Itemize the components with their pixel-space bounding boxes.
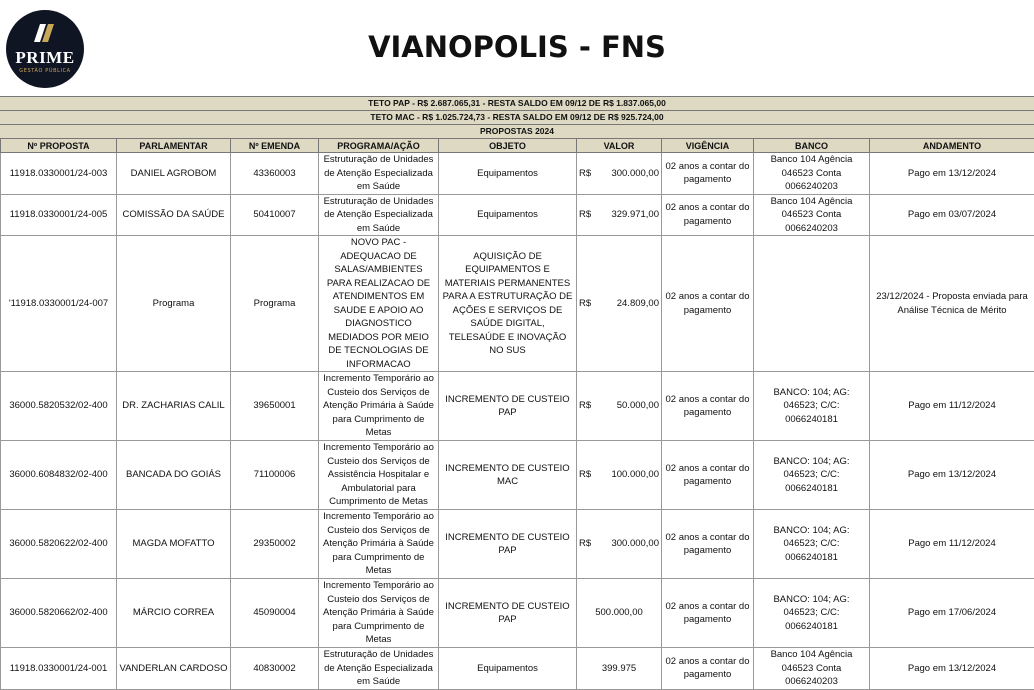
cell-banco: BANCO: 104; AG: 046523; C/C: 0066240181 [754,510,870,579]
cell-vigencia: 02 anos a contar do pagamento [662,236,754,372]
cell-vigencia: 02 anos a contar do pagamento [662,648,754,690]
valor-amount: 100.000,00 [611,468,659,482]
cell-valor [577,194,662,236]
cell-programa: Estruturação de Unidades de Atenção Especializada em Saúde [319,648,439,690]
col-header: VALOR [577,139,662,153]
currency-symbol: R$ [579,537,591,551]
cell-valor [577,372,662,441]
cell-programa: Incremento Temporário ao Custeio dos Serviços de Atenção Primária à Saúde para Cumprimento de Metas [319,579,439,648]
cell-parlamentar: VANDERLAN CARDOSO [117,648,231,690]
valor-amount: 500.000,00 [595,607,643,618]
valor-amount: 329.971,00 [611,208,659,222]
cell-banco: Banco 104 Agência 046523 Conta 0066240203 [754,153,870,195]
col-header: BANCO [754,139,870,153]
cell-emenda: 50410007 [231,194,319,236]
cell-objeto: INCREMENTO DE CUSTEIO PAP [439,372,577,441]
propostas-banner: PROPOSTAS 2024 [0,124,1034,138]
cell-emenda: 39650001 [231,372,319,441]
cell-andamento: 23/12/2024 - Proposta enviada para Análise Técnica de Mérito [870,236,1034,372]
table-row [1,194,1034,236]
col-header: OBJETO [439,139,577,153]
cell-proposta: '11918.0330001/24-007 [1,236,117,372]
cell-programa: Incremento Temporário ao Custeio dos Serviços de Atenção Primária à Saúde para Cumprimento de Metas [319,510,439,579]
cell-andamento: Pago em 11/12/2024 [870,510,1034,579]
cell-programa: Incremento Temporário ao Custeio dos Serviços de Atenção Primária à Saúde para Cumprimento de Metas [319,372,439,441]
cell-emenda: 40830002 [231,648,319,690]
cell-objeto: Equipamentos [439,648,577,690]
valor-amount: 50.000,00 [617,399,659,413]
col-header: Nº EMENDA [231,139,319,153]
table-row [1,236,1034,372]
cell-proposta: 11918.0330001/24-001 [1,648,117,690]
cell-programa: Estruturação de Unidades de Atenção Especializada em Saúde [319,194,439,236]
cell-andamento: Pago em 03/07/2024 [870,194,1034,236]
cell-vigencia: 02 anos a contar do pagamento [662,194,754,236]
cell-andamento: Pago em 11/12/2024 [870,372,1034,441]
cell-objeto: INCREMENTO DE CUSTEIO PAP [439,510,577,579]
currency-symbol: R$ [579,167,591,181]
cell-parlamentar: DANIEL AGROBOM [117,153,231,195]
cell-andamento: Pago em 13/12/2024 [870,153,1034,195]
valor-amount: 300.000,00 [611,167,659,181]
cell-banco [754,236,870,372]
cell-programa: Incremento Temporário ao Custeio dos Serviços de Assistência Hospitalar e Ambulatorial para Cumprimento de Metas [319,441,439,510]
cell-vigencia: 02 anos a contar do pagamento [662,153,754,195]
col-header: ANDAMENTO [870,139,1034,153]
table-row [1,648,1034,690]
cell-objeto: AQUISIÇÃO DE EQUIPAMENTOS E MATERIAIS PERMANENTES PARA A ESTRUTURAÇÃO DE AÇÕES E SERVIÇOS DE SAÚDE DIGITAL, TELESAÚDE E INOVAÇÃO NO SUS [439,236,577,372]
currency-symbol: R$ [579,208,591,222]
cell-parlamentar: Programa [117,236,231,372]
cell-valor [577,510,662,579]
cell-valor [577,236,662,372]
cell-proposta: 36000.5820532/02-400 [1,372,117,441]
col-header: Nº PROPOSTA [1,139,117,153]
cell-objeto: Equipamentos [439,194,577,236]
cell-banco: BANCO: 104; AG: 046523; C/C: 0066240181 [754,372,870,441]
cell-valor [577,648,662,690]
valor-amount: 300.000,00 [611,537,659,551]
cell-emenda: Programa [231,236,319,372]
cell-parlamentar: MAGDA MOFATTO [117,510,231,579]
cell-andamento: Pago em 13/12/2024 [870,648,1034,690]
cell-emenda: 71100006 [231,441,319,510]
cell-programa: NOVO PAC - ADEQUACAO DE SALAS/AMBIENTES PARA REALIZACAO DE ATENDIMENTOS EM SAUDE E APOIO AO DIAGNOSTICO MEDIADOS POR MEIO DE TECNOLOGIAS DE INFORMACAO [319,236,439,372]
cell-programa: Estruturação de Unidades de Atenção Especializada em Saúde [319,153,439,195]
cell-andamento: Pago em 17/06/2024 [870,579,1034,648]
cell-parlamentar: DR. ZACHARIAS CALIL [117,372,231,441]
currency-symbol: R$ [579,468,591,482]
teto-mac-banner: TETO MAC - R$ 1.025.724,73 - RESTA SALDO EM 09/12 DE R$ 925.724,00 [0,110,1034,124]
cell-banco: BANCO: 104; AG: 046523; C/C: 0066240181 [754,579,870,648]
cell-objeto: Equipamentos [439,153,577,195]
cell-emenda: 43360003 [231,153,319,195]
valor-amount: 399.975 [602,663,636,674]
cell-proposta: 11918.0330001/24-003 [1,153,117,195]
table-header-row [1,139,1034,153]
cell-banco: Banco 104 Agência 046523 Conta 0066240203 [754,648,870,690]
cell-proposta: 36000.6084832/02-400 [1,441,117,510]
cell-valor [577,441,662,510]
cell-vigencia: 02 anos a contar do pagamento [662,441,754,510]
cell-proposta: 11918.0330001/24-005 [1,194,117,236]
cell-proposta: 36000.5820662/02-400 [1,579,117,648]
cell-objeto: INCREMENTO DE CUSTEIO PAP [439,579,577,648]
cell-valor [577,153,662,195]
cell-andamento: Pago em 13/12/2024 [870,441,1034,510]
table-row [1,372,1034,441]
propostas-table [0,138,1034,690]
cell-objeto: INCREMENTO DE CUSTEIO MAC [439,441,577,510]
table-row [1,153,1034,195]
currency-symbol: R$ [579,399,591,413]
currency-symbol: R$ [579,297,591,311]
cell-parlamentar: BANCADA DO GOIÁS [117,441,231,510]
logo-subtext: GESTÃO PÚBLICA [6,68,84,74]
cell-valor [577,579,662,648]
teto-pap-banner: TETO PAP - R$ 2.687.065,31 - RESTA SALDO EM 09/12 DE R$ 1.837.065,00 [0,96,1034,110]
page-header [0,0,1034,96]
cell-emenda: 45090004 [231,579,319,648]
col-header: PARLAMENTAR [117,139,231,153]
logo-text: PRIME [6,48,84,68]
table-row [1,441,1034,510]
cell-vigencia: 02 anos a contar do pagamento [662,510,754,579]
col-header: VIGÊNCIA [662,139,754,153]
cell-parlamentar: COMISSÃO DA SAÚDE [117,194,231,236]
cell-vigencia: 02 anos a contar do pagamento [662,579,754,648]
col-header: PROGRAMA/AÇÃO [319,139,439,153]
page-title: VIANOPOLIS - FNS [0,30,1034,64]
table-row [1,510,1034,579]
table-row [1,579,1034,648]
cell-banco: Banco 104 Agência 046523 Conta 0066240203 [754,194,870,236]
cell-proposta: 36000.5820622/02-400 [1,510,117,579]
valor-amount: 24.809,00 [617,297,659,311]
cell-parlamentar: MÁRCIO CORREA [117,579,231,648]
cell-vigencia: 02 anos a contar do pagamento [662,372,754,441]
cell-emenda: 29350002 [231,510,319,579]
cell-banco: BANCO: 104; AG: 046523; C/C: 0066240181 [754,441,870,510]
